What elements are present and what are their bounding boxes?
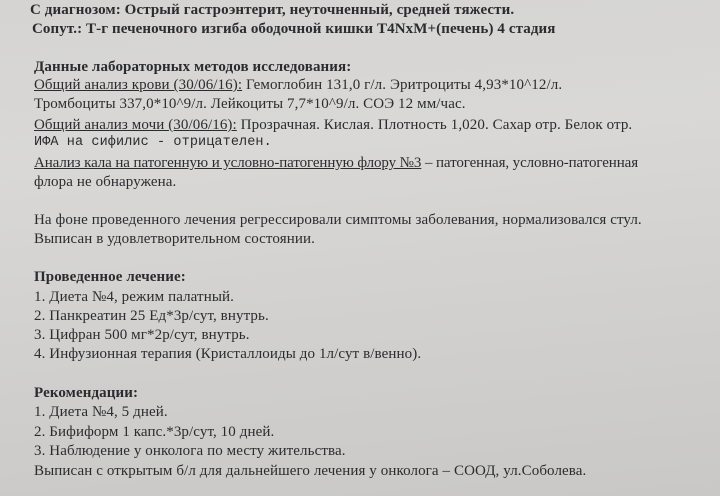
outcome-line-1: На фоне проведенного лечения регрессировали симптомы заболевания, нормализовался стул. xyxy=(34,212,642,228)
treatment-item: 3. Цифран 500 мг*2р/сут, внутрь. xyxy=(34,327,250,343)
urine-test-label: Общий анализ мочи (30/06/16): xyxy=(34,117,237,133)
lab-heading: Данные лабораторных методов исследования: xyxy=(34,59,352,75)
recommendation-item: 3. Наблюдение у онколога по месту жительства. xyxy=(34,443,346,459)
stool-test-values: – патогенная, условно-патогенная xyxy=(421,155,639,171)
treatment-item: 1. Диета №4, режим палатный. xyxy=(34,289,234,305)
treatment-item: 4. Инфузионная терапия (Кристаллоиды до 1л/сут в/венно). xyxy=(34,346,422,362)
diagnosis-line: С диагнозом: Острый гастроэнтерит, неуточненный, средней тяжести. xyxy=(30,2,515,18)
urine-test-values: Прозрачная. Кислая. Плотность 1,020. Сахар отр. Белок отр. xyxy=(236,117,633,133)
recommendations-heading: Рекомендации: xyxy=(34,385,139,401)
blood-test-values: Гемоглобин 131,0 г/л. Эритроциты 4,93*10^12/л. xyxy=(242,77,563,93)
comorbid-line: Сопут.: Т-г печеночного изгиба ободочной кишки T4NxM+(печень) 4 стадия xyxy=(32,21,556,37)
discharge-note: Выписан с открытым б/л для дальнейшего лечения у онколога – СООД, ул.Соболева. xyxy=(34,463,587,479)
recommendation-item: 2. Бифиформ 1 капс.*3р/сут, 10 дней. xyxy=(34,424,275,440)
treatment-item: 2. Панкреатин 25 Ед*3р/сут, внутрь. xyxy=(34,308,269,324)
blood-test-line xyxy=(34,76,562,94)
stool-test-line xyxy=(34,154,638,172)
recommendation-item: 1. Диета №4, 5 дней. xyxy=(34,404,168,420)
syphilis-test-line: ИФА на сифилис - отрицателен. xyxy=(34,135,272,150)
urine-test-line xyxy=(34,116,632,134)
blood-test-label: Общий анализ крови (30/06/16): xyxy=(34,77,243,93)
outcome-line-2: Выписан в удовлетворительном состоянии. xyxy=(34,231,315,247)
stool-test-label: Анализ кала на патогенную и условно-патогенную флору №3 xyxy=(34,155,422,171)
blood-test-line-2: Тромбоциты 337,0*10^9/л. Лейкоциты 7,7*10^9/л. СОЭ 12 мм/час. xyxy=(34,96,466,112)
treatment-heading: Проведенное лечение: xyxy=(34,269,186,285)
stool-test-line-2: флора не обнаружена. xyxy=(34,174,177,190)
